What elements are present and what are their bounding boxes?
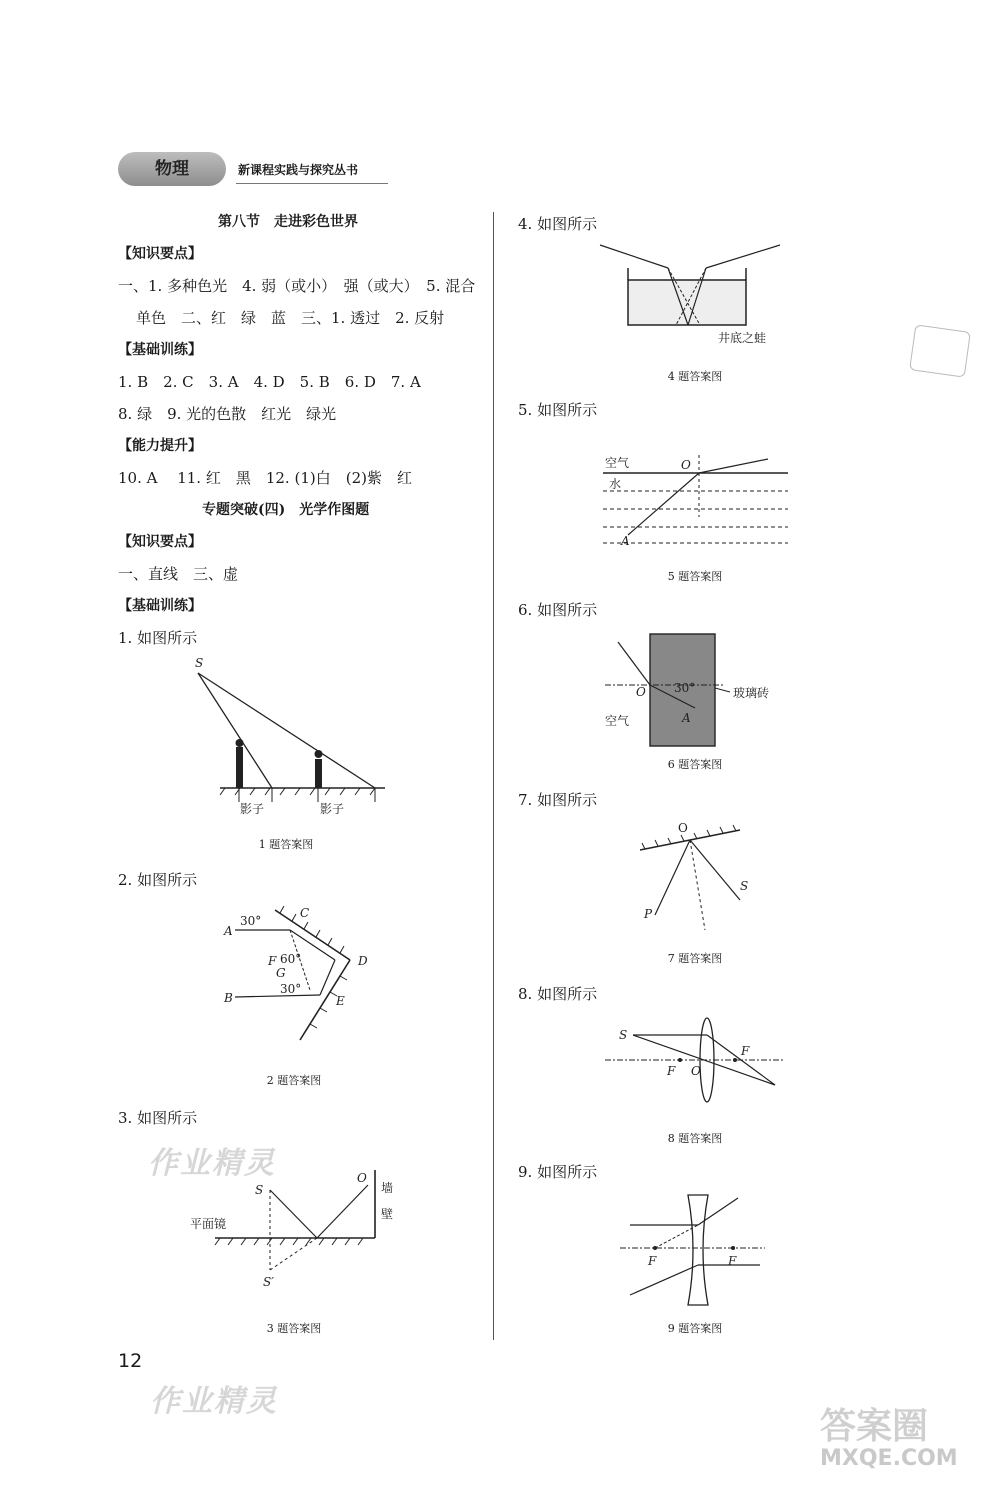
label-f-left: F <box>648 1254 657 1268</box>
label-a: A <box>621 534 630 548</box>
question-label: 7. 如图所示 <box>518 791 598 809</box>
question-label: 9. 如图所示 <box>518 1163 598 1181</box>
figure-8-convex-lens <box>605 1015 785 1115</box>
figure-caption: 3 题答案图 <box>266 1322 322 1335</box>
figure-5-refraction <box>603 455 793 555</box>
answer-line: 一、1. 多种色光 4. 弱（或小） 强（或大） 5. 混合 <box>118 277 476 295</box>
figure-caption: 2 题答案图 <box>266 1074 322 1087</box>
label-f-right: F <box>728 1254 737 1268</box>
figure-caption: 8 题答案图 <box>667 1132 723 1145</box>
stamp <box>909 324 971 377</box>
label-o: O <box>681 458 691 472</box>
question-label: 5. 如图所示 <box>518 401 598 419</box>
figure-7-reflection <box>630 820 760 930</box>
label-f: F <box>268 954 277 968</box>
answer-line: 1. B 2. C 3. A 4. D 5. B 6. D 7. A <box>118 373 421 391</box>
series-underline <box>236 183 388 184</box>
answer-line: 单色 二、红 绿 蓝 三、1. 透过 2. 反射 <box>136 309 445 327</box>
ability-heading: 【能力提升】 <box>118 438 202 454</box>
question-label: 1. 如图所示 <box>118 629 198 647</box>
figure-caption: 6 题答案图 <box>667 758 723 771</box>
watermark-url: MXQE.COM <box>820 1446 958 1471</box>
knowledge-heading: 【知识要点】 <box>118 534 202 550</box>
label-d: D <box>358 954 368 968</box>
figure-4-well-frog <box>600 240 800 350</box>
knowledge-heading: 【知识要点】 <box>118 246 202 262</box>
label-s: S <box>195 656 204 670</box>
figure-caption: 4 题答案图 <box>667 370 723 383</box>
topic-title: 专题突破(四) 光学作图题 <box>202 502 370 518</box>
shadow-label-2: 影子 <box>320 802 345 816</box>
water-label: 水 <box>609 477 622 491</box>
label-b: B <box>224 991 233 1005</box>
question-label: 4. 如图所示 <box>518 215 598 233</box>
label-c: C <box>300 906 310 920</box>
question-label: 8. 如图所示 <box>518 985 598 1003</box>
wall-label-2: 壁 <box>381 1207 394 1221</box>
answer-line: 一、直线 三、虚 <box>118 565 239 583</box>
label-o: O <box>636 685 646 699</box>
angle-30-bottom: 30° <box>280 982 302 996</box>
label-s-prime: S′ <box>263 1275 274 1289</box>
page-number: 12 <box>118 1350 143 1372</box>
person-1 <box>236 747 243 788</box>
label-o: O <box>678 821 688 835</box>
air-label: 空气 <box>605 714 630 728</box>
angle-label: 30° <box>674 681 696 695</box>
watermark: 作业精灵 <box>150 1384 278 1419</box>
label-f-right: F <box>741 1044 750 1058</box>
glass-label: 玻璃砖 <box>733 686 770 700</box>
angle-60: 60° <box>280 952 302 966</box>
label-e: E <box>336 994 345 1008</box>
column-divider <box>493 212 494 1340</box>
section-title: 第八节 走进彩色世界 <box>218 214 358 230</box>
label-s: S <box>740 879 749 893</box>
mirror-label: 平面镜 <box>190 1217 227 1231</box>
frog-label: 井底之蛙 <box>718 331 767 345</box>
wall-label-1: 墙 <box>381 1181 394 1195</box>
shadow-label-1: 影子 <box>240 802 265 816</box>
label-o: O <box>691 1064 701 1078</box>
figure-2-mirrors <box>220 905 380 1055</box>
figure-1-shadows <box>180 655 400 825</box>
figure-caption: 9 题答案图 <box>667 1322 723 1335</box>
figure-caption: 5 题答案图 <box>667 570 723 583</box>
figure-3-plane-mirror <box>185 1170 415 1310</box>
figure-9-concave-lens <box>620 1190 770 1310</box>
label-f-left: F <box>667 1064 676 1078</box>
label-p: P <box>644 907 653 921</box>
label-g: G <box>276 966 286 980</box>
basic-training-heading: 【基础训练】 <box>118 598 202 614</box>
person-2 <box>315 759 322 788</box>
question-label: 3. 如图所示 <box>118 1109 198 1127</box>
figure-6-glass-brick <box>600 630 800 750</box>
air-label: 空气 <box>605 456 630 470</box>
label-a: A <box>682 711 691 725</box>
answer-line: 10. A 11. 红 黑 12. (1)白 (2)紫 红 <box>118 469 412 487</box>
watermark: 作业精灵 <box>148 1146 276 1181</box>
label-a: A <box>224 924 233 938</box>
figure-caption: 7 题答案图 <box>667 952 723 965</box>
question-label: 6. 如图所示 <box>518 601 598 619</box>
label-s: S <box>255 1183 264 1197</box>
angle-30-top: 30° <box>240 914 262 928</box>
basic-training-heading: 【基础训练】 <box>118 342 202 358</box>
label-o: O <box>357 1171 367 1185</box>
subject-badge: 物理 <box>118 152 226 186</box>
series-title: 新课程实践与探究丛书 <box>238 163 359 177</box>
answer-line: 8. 绿 9. 光的色散 红光 绿光 <box>118 405 337 423</box>
watermark-logo: 答案圈 <box>820 1405 929 1447</box>
question-label: 2. 如图所示 <box>118 871 198 889</box>
figure-caption: 1 题答案图 <box>258 838 314 851</box>
label-s: S <box>619 1028 628 1042</box>
